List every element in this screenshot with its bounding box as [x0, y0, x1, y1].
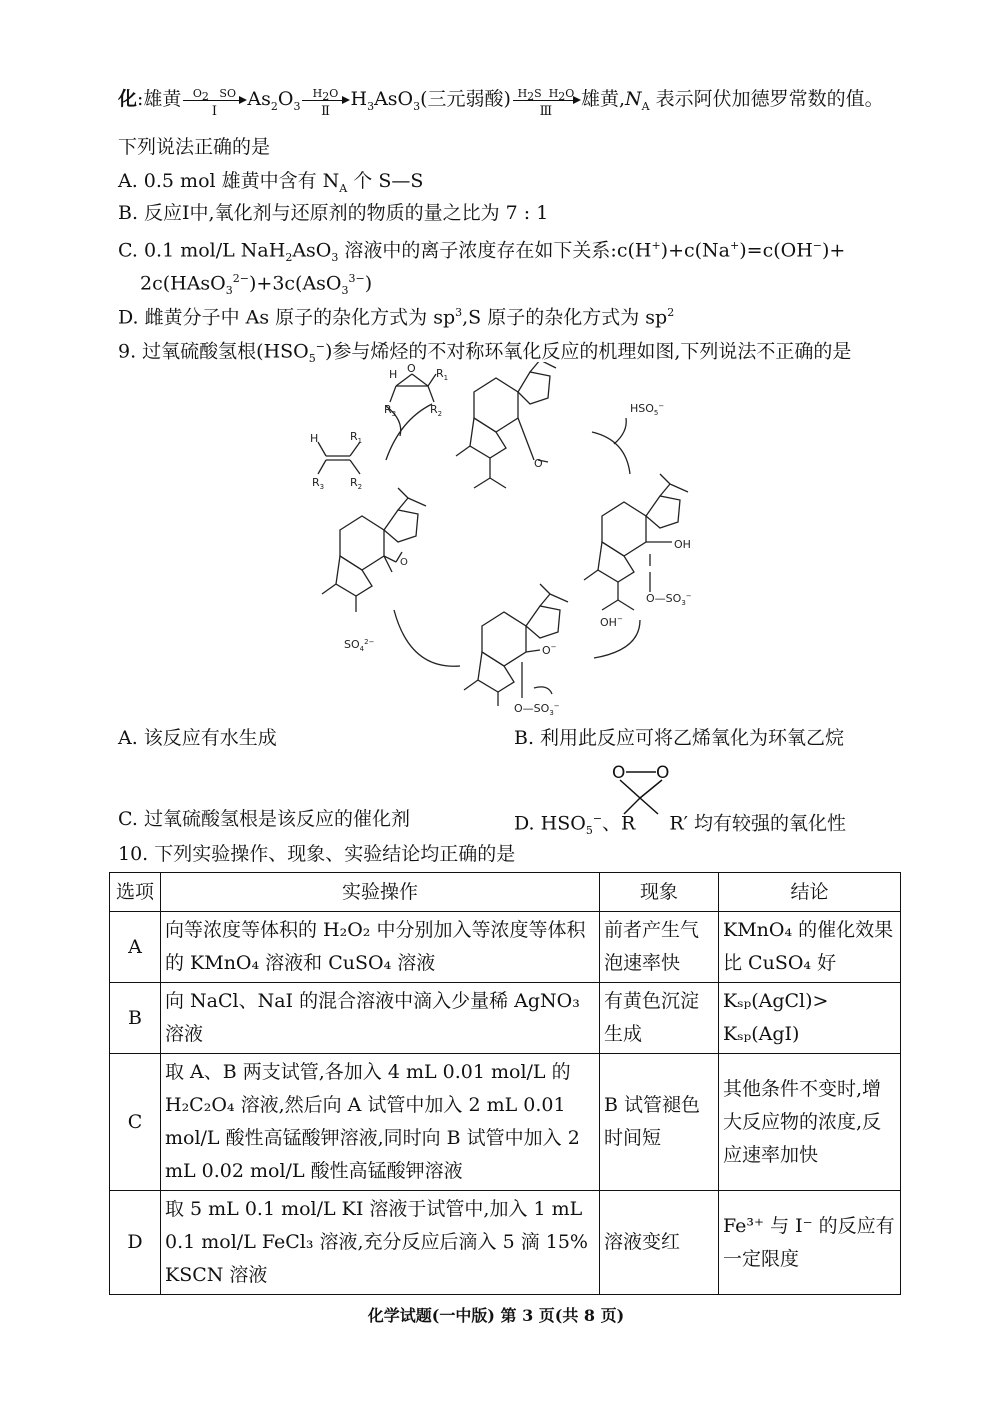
cycle-arrow-hso5	[592, 432, 630, 474]
c2-sub2: 3	[341, 284, 349, 298]
c1-d: )+c(Na	[660, 239, 731, 262]
t: OH	[600, 616, 617, 629]
q9-option-c: C. 过氧硫酸氢根是该反应的催化剂	[118, 808, 410, 830]
q9d-sub: 5	[585, 824, 593, 838]
c2-sub1: 3	[225, 284, 233, 298]
row-operation: 取 A、B 两支试管,各加入 4 mL 0.01 mol/L 的 H₂C₂O₄ 溶液,然后向 A 试管中加入 2 mL 0.01 mol/L 酸性高锰酸钾溶液,同时向 B 试管中加入 2 mL 0.02 mol/L 酸性高锰酸钾溶液	[161, 1054, 600, 1191]
r2-top-sub: 2	[322, 90, 330, 104]
t: 3	[549, 709, 554, 717]
t: 1	[357, 437, 363, 445]
t: 2−	[364, 638, 375, 646]
cycle-arrow-hso5-in	[614, 418, 626, 444]
c2-c: )	[364, 272, 373, 295]
header-option: 选项	[110, 873, 161, 912]
so4-label	[344, 638, 375, 653]
epoxide-r2	[430, 403, 442, 418]
hso5-label	[630, 402, 664, 417]
alkene-h: H	[310, 432, 319, 445]
mechanism-diagram	[300, 362, 720, 718]
peroxy-intermediate	[584, 474, 692, 610]
epoxide-r3	[384, 403, 396, 418]
dioxirane-intermediate	[322, 488, 426, 612]
r3-top-right-sub: 2	[558, 90, 566, 104]
q8-option-a	[118, 168, 423, 202]
t: R	[350, 430, 358, 443]
ketone-o: O	[534, 457, 543, 470]
q8-opta-sub: A	[339, 181, 348, 195]
row-conclusion: 其他条件不变时,增大反应物的浓度,反应速率加快	[719, 1054, 901, 1191]
t: R	[312, 476, 320, 489]
row-operation: 向 NaCl、NaI 的混合溶液中滴入少量稀 AgNO₃ 溶液	[161, 983, 600, 1054]
q9-stem-a: 9. 过氧硫酸氢根(HSO	[118, 340, 309, 363]
r3-top-left: H	[517, 87, 528, 100]
q8-option-c-line2	[140, 266, 372, 304]
oso3-label-bottom	[514, 702, 560, 717]
t: 1	[443, 374, 449, 382]
row-phenomenon: 有黄色沉淀生成	[600, 983, 719, 1054]
r1-top-left-sub: 2	[201, 90, 209, 104]
c2-b: )+3c(AsO	[248, 272, 342, 295]
d-a: D. 雌黄分子中 As 原子的杂化方式为 sp	[118, 306, 456, 329]
header-operation: 实验操作	[161, 873, 600, 912]
c1-c: 溶液中的离子浓度存在如下关系:c(H	[338, 239, 652, 262]
q8-intro-start: :雄黄	[137, 88, 182, 110]
table-header-row	[110, 873, 901, 912]
p1-b: O	[277, 88, 294, 110]
t: R	[350, 476, 358, 489]
reaction-arrow-2	[300, 87, 350, 119]
c2-a: 2c(HAsO	[140, 272, 226, 295]
table-row	[110, 983, 901, 1054]
oso3-label-right	[646, 592, 692, 607]
tail-na-sub: A	[641, 99, 650, 113]
t: −	[658, 402, 665, 410]
r1-bottom: Ⅰ	[211, 104, 217, 119]
q9d-c: R′ 均有较强的氧化性	[669, 812, 847, 835]
experiment-table	[109, 872, 901, 1295]
q9d-a: D. HSO	[514, 812, 586, 835]
t: −	[616, 615, 623, 623]
row-conclusion: Kₛₚ(AgCl)> Kₛₚ(AgI)	[719, 983, 901, 1054]
row-option: A	[110, 912, 161, 983]
epoxide-r1	[436, 367, 448, 382]
dioxirane-o-left: O	[612, 763, 626, 783]
d-b: ,S 原子的杂化方式为 sp	[462, 306, 668, 329]
p2-sub2: 3	[413, 99, 421, 113]
r1-top-left: O	[192, 87, 202, 100]
tail-b: 表示阿伏加德罗常数的值。	[649, 88, 884, 110]
r3-bottom: Ⅲ	[539, 104, 553, 119]
c1-sub: 2	[285, 251, 293, 265]
p1-sub2: 3	[293, 99, 301, 113]
table-row	[110, 1054, 901, 1191]
t: 2	[437, 410, 443, 418]
epoxide-h: H	[389, 368, 398, 381]
oh-minus-label	[600, 615, 623, 629]
ketone-catalyst	[456, 362, 556, 488]
row-operation: 取 5 mL 0.1 mol/L KI 溶液于试管中,加入 1 mL 0.1 mol/L FeCl₃ 溶液,充分反应后滴入 5 滴 15% KSCN 溶液	[161, 1191, 600, 1295]
q9-stem-sub: 5	[308, 352, 316, 366]
r3-top-left-sub: 2	[527, 90, 535, 104]
row-phenomenon: 溶液变红	[600, 1191, 719, 1295]
epoxide-o: O	[407, 362, 416, 375]
d-sup1: 3	[455, 306, 463, 319]
t: HSO	[630, 402, 654, 415]
page-footer: 化学试题(一中版) 第 3 页(共 8 页)	[367, 1306, 625, 1325]
c1-e: )=c(OH	[739, 239, 813, 262]
row-phenomenon: B 试管褪色时间短	[600, 1054, 719, 1191]
reaction-arrow-1	[181, 87, 247, 119]
q8-option-b: B. 反应Ⅰ中,氧化剂与还原剂的物质的量之比为 7 : 1	[118, 202, 549, 224]
t: 2	[357, 483, 363, 491]
q9-stem-b: )参与烯烃的不对称环氧化反应的机理如图,下列说法不正确的是	[324, 340, 852, 363]
alkene-reactant	[310, 430, 362, 491]
c1-a: C. 0.1 mol/L NaH	[118, 239, 286, 262]
p2-b: AsO	[374, 88, 414, 110]
r1-top-right: SO	[219, 87, 236, 100]
dioxirane-precursor	[464, 584, 568, 717]
alkene-r2	[350, 476, 362, 491]
q9-option-b: B. 利用此反应可将乙烯氧化为环氧乙烷	[514, 727, 845, 749]
row-option: D	[110, 1191, 161, 1295]
dioxirane-structure	[608, 758, 678, 822]
q8-stem: 下列说法正确的是	[118, 136, 271, 158]
t: 5	[653, 409, 659, 417]
t: O	[542, 644, 551, 657]
q8-option-d	[118, 300, 674, 330]
o-label: O	[400, 557, 408, 568]
p2-note: (三元弱酸)	[420, 88, 511, 110]
c1-sup3: −	[812, 239, 822, 252]
q8-product1: As	[247, 88, 271, 110]
t: O—SO	[514, 702, 550, 715]
t: 3	[391, 410, 397, 418]
oh-label: OH	[674, 538, 691, 551]
curly-arrow	[534, 687, 552, 694]
epoxide-product	[384, 362, 448, 418]
reaction-arrow-3	[511, 87, 581, 119]
cycle-arrow-so4	[394, 610, 460, 666]
t: R	[384, 403, 392, 416]
table-row	[110, 912, 901, 983]
c1-sup2: +	[730, 239, 740, 252]
t: −	[553, 702, 560, 710]
q9d-b: 、R	[602, 812, 636, 835]
q9-option-d	[514, 806, 846, 844]
t: 3	[681, 599, 686, 607]
table-row	[110, 1191, 901, 1295]
r2-bottom: Ⅱ	[321, 104, 330, 119]
r2-top-b: O	[329, 87, 339, 100]
row-operation: 向等浓度等体积的 H₂O₂ 中分别加入等浓度等体积的 KMnO₄ 溶液和 CuSO₄ 溶液	[161, 912, 600, 983]
dioxirane-o-right: O	[656, 763, 670, 783]
t: 4	[359, 645, 365, 653]
t: 3	[319, 483, 325, 491]
q8-opta-text: A. 0.5 mol 雄黄中含有 N	[118, 170, 340, 192]
c1-sup1: +	[651, 239, 661, 252]
c1-sub2: 3	[331, 251, 339, 265]
t: −	[550, 643, 557, 651]
alkene-r1	[350, 430, 362, 445]
d-sup2: 2	[667, 306, 675, 319]
header-phenomenon: 现象	[600, 873, 719, 912]
q8-product2: H	[350, 88, 368, 110]
row-conclusion: Fe³⁺ 与 I⁻ 的反应有一定限度	[719, 1191, 901, 1295]
tail-a: 雄黄,	[580, 88, 625, 110]
q8-intro-label: 化	[118, 88, 138, 110]
row-conclusion: KMnO₄ 的催化效果比 CuSO₄ 好	[719, 912, 901, 983]
header-conclusion: 结论	[719, 873, 901, 912]
c2-sup2: 3−	[348, 272, 365, 285]
o-minus-label	[542, 643, 557, 657]
t: R	[436, 367, 444, 380]
r2-top: H	[312, 87, 323, 100]
tail-na: N	[625, 88, 642, 110]
q9-option-a: A. 该反应有水生成	[118, 727, 277, 749]
q8-scheme-line	[118, 86, 884, 120]
row-option: B	[110, 983, 161, 1054]
row-option: C	[110, 1054, 161, 1191]
t: SO	[344, 638, 360, 651]
r3-top-right: H	[548, 87, 559, 100]
c1-f: )+	[822, 239, 846, 262]
q10-stem: 10. 下列实验操作、现象、实验结论均正确的是	[118, 843, 516, 865]
c1-b: AsO	[292, 239, 332, 262]
t: −	[685, 592, 692, 600]
t: R	[430, 403, 438, 416]
row-phenomenon: 前者产生气泡速率快	[600, 912, 719, 983]
t: O—SO	[646, 592, 682, 605]
c2-sup1: 2−	[232, 272, 249, 285]
alkene-r3	[312, 476, 324, 491]
q8-opta-end: 个 S—S	[347, 170, 424, 192]
r3-top-left-b: S	[534, 87, 542, 100]
r3-top-right-b: O	[565, 87, 575, 100]
q9-stem-sup: −	[315, 340, 325, 353]
p2-sub: 3	[367, 99, 375, 113]
p1-sub: 2	[270, 99, 278, 113]
q9d-sup: −	[592, 812, 603, 825]
